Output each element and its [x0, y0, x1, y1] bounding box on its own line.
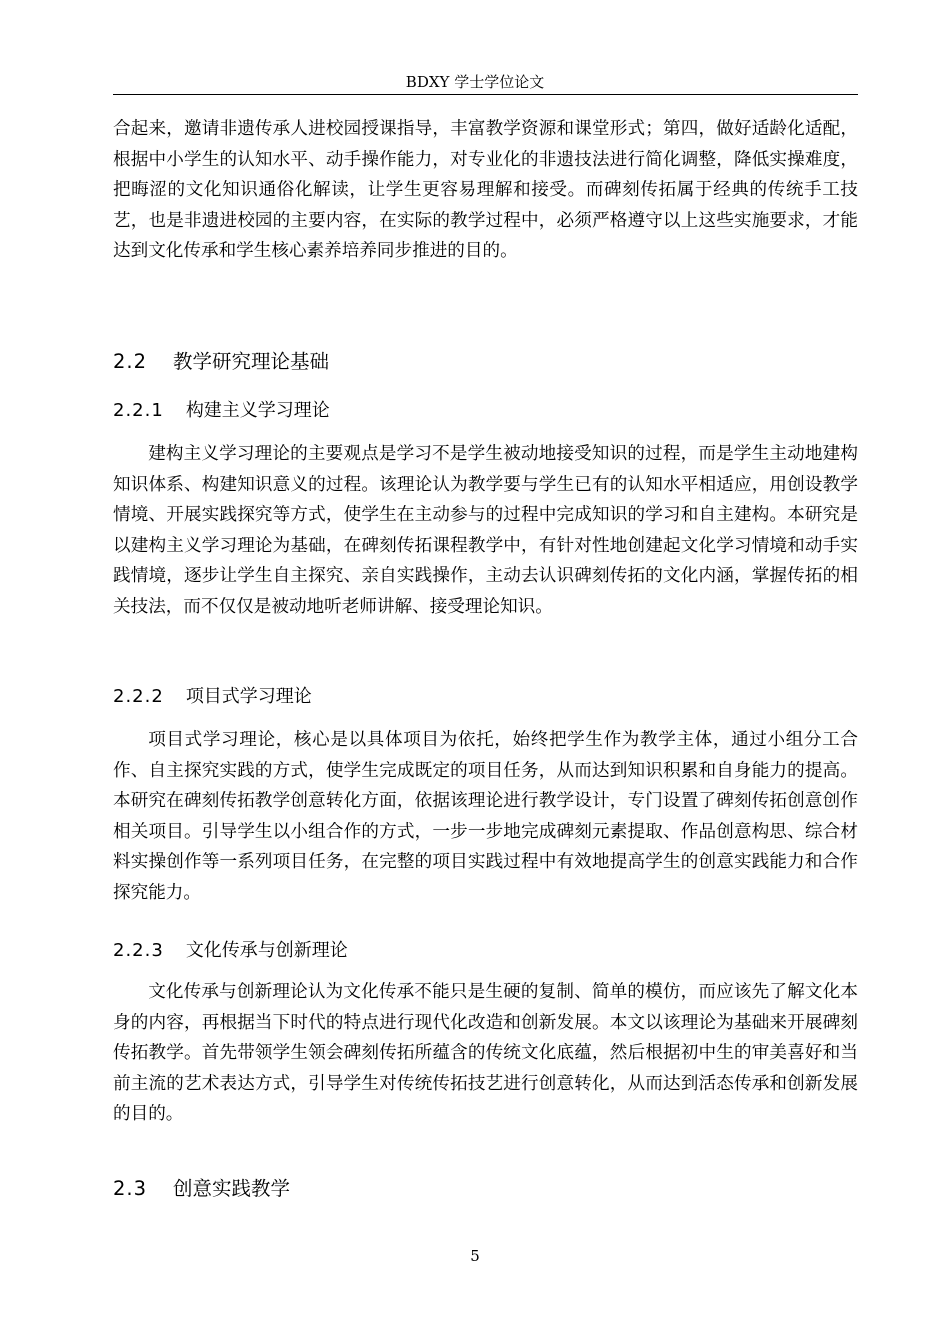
page-number: 5 [470, 1247, 480, 1265]
body-paragraph: 项目式学习理论，核心是以具体项目为依托，始终把学生作为教学主体，通过小组分工合作、自主探究实践的方式，使学生完成既定的项目任务，从而达到知识积累和自身能力的提高。本研究在碑刻传拓教学创意转化方面，依据该理论进行教学设计，专门设置了碑刻传拓创意创作相关项目。引导学生以小组合作的方式，一步一步地完成碑刻元素提取、作品创意构思、综合材料实操创作等一系列项目任务，在完整的项目实践过程中有效地提高学生的创意实践能力和合作探究能力。 [113, 730, 858, 903]
subsection-number: 2.2.3 [113, 940, 164, 961]
section-title: 创意实践教学 [173, 1177, 291, 1200]
running-header: BDXY 学士学位论文 [405, 73, 545, 91]
header-divider [113, 94, 858, 95]
subsection-heading-2-2-3 [113, 938, 348, 964]
subsection-title: 项目式学习理论 [185, 686, 312, 707]
subsection-heading-2-2-2 [113, 684, 312, 710]
section-number: 2.3 [113, 1177, 148, 1200]
section-heading-2-2 [113, 348, 329, 376]
subsection-number: 2.2.2 [113, 686, 164, 707]
section-number: 2.2 [113, 350, 148, 373]
body-paragraph: 合起来，邀请非遗传承人进校园授课指导，丰富教学资源和课堂形式；第四，做好适龄化适配，根据中小学生的认知水平、动手操作能力，对专业化的非遗技法进行简化调整，降低实操难度，把晦涩的文化知识通俗化解读，让学生更容易理解和接受。而碑刻传拓属于经典的传统手工技艺，也是非遗进校园的主要内容，在实际的教学过程中，必须严格遵守以上这些实施要求，才能达到文化传承和学生核心素养培养同步推进的目的。 [113, 119, 858, 261]
section-title: 教学研究理论基础 [173, 350, 330, 373]
subsection-heading-2-2-1 [113, 398, 330, 424]
subsection-title: 构建主义学习理论 [185, 400, 330, 421]
section-heading-2-3 [113, 1175, 290, 1203]
body-paragraph: 文化传承与创新理论认为文化传承不能只是生硬的复制、简单的模仿，而应该先了解文化本身的内容，再根据当下时代的特点进行现代化改造和创新发展。本文以该理论为基础来开展碑刻传拓教学。首先带领学生领会碑刻传拓所蕴含的传统文化底蕴，然后根据初中生的审美喜好和当前主流的艺术表达方式，引导学生对传统传拓技艺进行创意转化，从而达到活态传承和创新发展的目的。 [113, 982, 858, 1124]
body-paragraph: 建构主义学习理论的主要观点是学习不是学生被动地接受知识的过程，而是学生主动地建构知识体系、构建知识意义的过程。该理论认为教学要与学生已有的认知水平相适应，用创设教学情境、开展实践探究等方式，使学生在主动参与的过程中完成知识的学习和自主建构。本研究是以建构主义学习理论为基础，在碑刻传拓课程教学中，有针对性地创建起文化学习情境和动手实践情境，逐步让学生自主探究、亲自实践操作，主动去认识碑刻传拓的文化内涵，掌握传拓的相关技法，而不仅仅是被动地听老师讲解、接受理论知识。 [113, 444, 858, 617]
subsection-title: 文化传承与创新理论 [185, 940, 348, 961]
subsection-number: 2.2.1 [113, 400, 164, 421]
